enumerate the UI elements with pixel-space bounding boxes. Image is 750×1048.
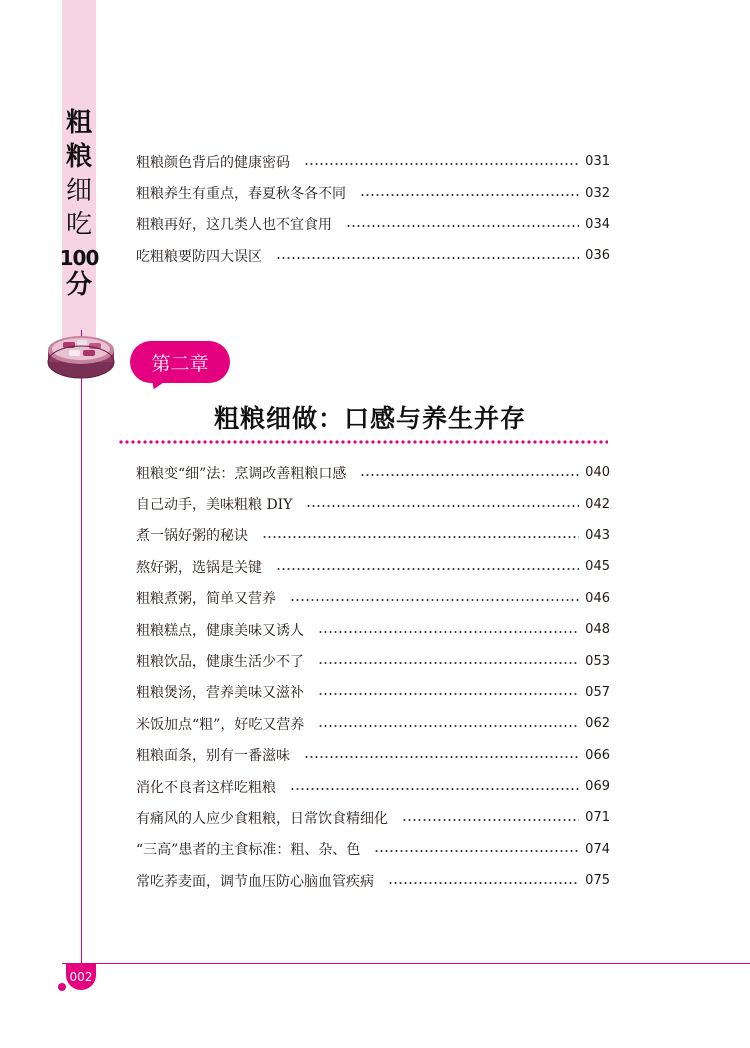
toc-entry[interactable]: [136, 520, 610, 551]
leader-dots: [360, 474, 579, 476]
toc-entry-title: 熬好粥，选锅是关键: [136, 559, 262, 576]
toc-entry[interactable]: [136, 583, 610, 614]
toc-entry[interactable]: [136, 834, 610, 865]
toc-entry[interactable]: [136, 865, 610, 896]
leader-dots: [318, 693, 579, 695]
toc-entry-page: 053: [585, 653, 610, 669]
leader-dots: [360, 194, 579, 196]
leader-dots: [290, 788, 579, 790]
toc-entry-page: 057: [585, 684, 610, 700]
leader-dots: [388, 882, 579, 884]
leader-dots: [290, 599, 579, 601]
toc-entry-page: 062: [585, 716, 610, 732]
toc-list-chapter-one-tail: [136, 146, 610, 272]
toc-entry[interactable]: [136, 177, 610, 208]
side-rule: [81, 330, 82, 965]
toc-entry-page: 066: [585, 747, 610, 763]
toc-entry-title: 粗粮糕点，健康美味又诱人: [136, 622, 304, 639]
footer-rule: [62, 963, 750, 964]
toc-entry[interactable]: [136, 771, 610, 802]
toc-entry-title: 粗粮养生有重点，春夏秋冬各不同: [136, 186, 346, 203]
toc-entry-title: 粗粮变“细”法：烹调改善粗粮口感: [136, 465, 347, 482]
chapter-title: 粗粮细做：口感与养生并存: [213, 404, 526, 433]
toc-entry-page: 032: [585, 185, 610, 201]
book-title-char: 粗: [65, 108, 92, 138]
toc-entry-page: 071: [585, 810, 610, 826]
toc-entry-page: 074: [585, 841, 610, 857]
leader-dots: [318, 631, 579, 633]
toc-entry-title: 粗粮面条，别有一番滋味: [136, 748, 290, 765]
candy-box-illustration: [47, 330, 115, 380]
leader-dots: [306, 505, 579, 507]
toc-entry-page: 046: [585, 590, 610, 606]
leader-dots: [374, 850, 579, 852]
page-dot: [58, 983, 66, 991]
leader-dots: [318, 662, 579, 664]
toc-entry-title: 吃粗粮要防四大误区: [136, 248, 262, 265]
toc-entry-page: 048: [585, 622, 610, 638]
toc-entry[interactable]: [136, 240, 610, 271]
toc-entry[interactable]: [136, 457, 610, 488]
toc-entry-title: 消化不良者这样吃粗粮: [136, 779, 276, 796]
toc-entry[interactable]: [136, 209, 610, 240]
toc-entry-page: 042: [585, 496, 610, 512]
book-title-char: 分: [65, 270, 92, 300]
chapter-label-badge: 第二章: [130, 341, 230, 383]
toc-entry-title: 有痛风的人应少食粗粮，日常饮食精细化: [136, 810, 388, 827]
leader-dots: [276, 568, 579, 570]
toc-entry-page: 031: [585, 154, 610, 170]
leader-dots: [346, 225, 579, 227]
toc-entry-page: 045: [585, 559, 610, 575]
book-title-number: 100: [59, 246, 99, 270]
chapter-divider-dots: [118, 440, 608, 444]
toc-entry-page: 034: [585, 216, 610, 232]
toc-entry-title: 粗粮饮品，健康生活少不了: [136, 654, 304, 671]
leader-dots: [402, 819, 579, 821]
toc-entry[interactable]: [136, 551, 610, 582]
book-title-char: 粮: [65, 142, 92, 172]
book-title-vertical: [59, 106, 99, 302]
toc-entry-title: 粗粮煮粥，简单又营养: [136, 591, 276, 608]
toc-entry-page: 075: [585, 873, 610, 889]
leader-dots: [262, 536, 579, 538]
toc-entry-title: 自己动手，美味粗粮 DIY: [136, 497, 293, 514]
leader-dots: [304, 756, 579, 758]
toc-entry-title: 煮一锅好粥的秘诀: [136, 528, 248, 545]
toc-entry[interactable]: [136, 488, 610, 519]
toc-entry-title: 粗粮煲汤，营养美味又滋补: [136, 685, 304, 702]
book-title-char: 吃: [65, 210, 92, 240]
toc-entry-title: 粗粮再好，这几类人也不宜食用: [136, 217, 332, 234]
toc-entry-page: 043: [585, 527, 610, 543]
toc-entry-page: 040: [585, 465, 610, 481]
toc-entry[interactable]: [136, 146, 610, 177]
leader-dots: [276, 257, 579, 259]
toc-entry[interactable]: [136, 740, 610, 771]
leader-dots: [304, 163, 579, 165]
toc-entry[interactable]: [136, 645, 610, 676]
toc-entry-title: 米饭加点“粗”，好吃又营养: [136, 716, 305, 733]
toc-list-chapter-two: [136, 457, 610, 896]
toc-entry[interactable]: [136, 677, 610, 708]
book-title-char: 细: [65, 176, 92, 206]
toc-entry[interactable]: [136, 802, 610, 833]
toc-entry-title: “三高”患者的主食标准：粗、杂、色: [136, 842, 361, 859]
toc-entry-title: 粗粮颜色背后的健康密码: [136, 154, 290, 171]
toc-entry-title: 常吃荞麦面，调节血压防心脑血管疾病: [136, 873, 374, 890]
toc-entry-page: 036: [585, 248, 610, 264]
toc-entry[interactable]: [136, 708, 610, 739]
page-number: 002: [66, 964, 96, 990]
leader-dots: [318, 725, 579, 727]
toc-entry-page: 069: [585, 779, 610, 795]
toc-entry[interactable]: [136, 614, 610, 645]
